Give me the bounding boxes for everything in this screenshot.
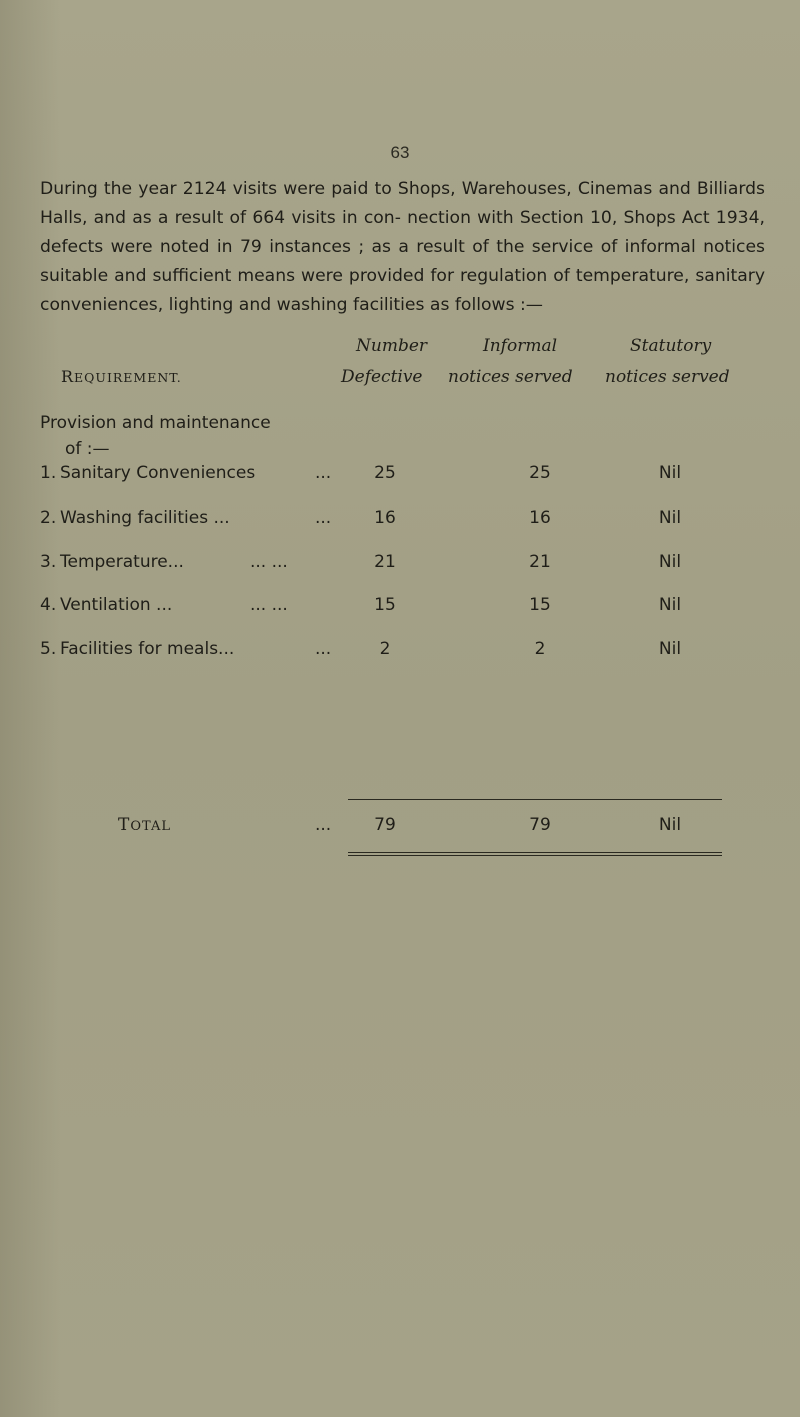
table-row xyxy=(0,463,800,493)
intro-paragraph: During the year 2124 visits were paid to Shops, Warehouses, Cinemas and Billiards Halls, and as a result of 664 visits in con- nection with Section 10, Shops Act 1934, defects were noted in 79 instances ; as a result of the service of informal notices suitable and sufficient means were provided for regulation of temperature, sanitary conveniences, lighting and washing facilities as follows :— xyxy=(40,179,765,315)
header-number-line1: Number xyxy=(356,336,428,356)
row-label: Ventilation ... xyxy=(60,595,173,615)
row-dots: ... xyxy=(315,639,332,659)
row-label: Facilities for meals... xyxy=(60,639,235,659)
row-informal: 15 xyxy=(529,595,551,615)
row-informal: 21 xyxy=(529,552,551,572)
row-statutory: Nil xyxy=(658,639,682,659)
header-statutory-line2: notices served xyxy=(605,367,730,387)
header-informal-line1: Informal xyxy=(483,336,558,356)
provision-line2: of :— xyxy=(65,439,110,459)
total-dots: ... xyxy=(315,815,332,835)
header-number-line2: Defective xyxy=(341,367,423,387)
row-defective: 21 xyxy=(374,552,396,572)
row-dots: ... xyxy=(315,463,332,483)
total-rule xyxy=(348,799,722,800)
total-informal: 79 xyxy=(529,815,551,835)
table-row xyxy=(0,552,800,582)
total-statutory: Nil xyxy=(658,815,682,835)
row-defective: 25 xyxy=(374,463,396,483)
header-statutory-line1: Statutory xyxy=(630,336,712,356)
row-dots: ... xyxy=(315,508,332,528)
table-row xyxy=(0,639,800,669)
total-label-rest: OTAL xyxy=(130,819,171,834)
row-number: 3. xyxy=(40,552,57,572)
total-label xyxy=(118,815,171,835)
row-informal: 25 xyxy=(529,463,551,483)
row-defective: 16 xyxy=(374,508,396,528)
provision-line1: Provision and maintenance xyxy=(40,413,271,433)
row-number: 5. xyxy=(40,639,57,659)
total-defective: 79 xyxy=(374,815,396,835)
row-statutory: Nil xyxy=(658,595,682,615)
row-statutory: Nil xyxy=(658,508,682,528)
page-number: 63 xyxy=(390,143,410,162)
header-requirement-initial: R xyxy=(61,367,75,386)
total-row xyxy=(0,815,800,845)
row-statutory: Nil xyxy=(658,552,682,572)
header-informal-line2: notices served xyxy=(448,367,573,387)
row-number: 2. xyxy=(40,508,57,528)
table-row xyxy=(0,595,800,625)
row-label: Sanitary Conveniences xyxy=(60,463,256,483)
row-label: Washing facilities ... xyxy=(60,508,230,528)
row-informal: 16 xyxy=(529,508,551,528)
row-defective: 15 xyxy=(374,595,396,615)
row-statutory: Nil xyxy=(658,463,682,483)
table-row xyxy=(0,508,800,538)
total-double-rule xyxy=(348,852,722,856)
row-number: 1. xyxy=(40,463,57,483)
provision-label xyxy=(40,410,271,462)
row-informal: 2 xyxy=(534,639,546,659)
row-dots: ... ... xyxy=(250,552,288,572)
row-dots: ... ... xyxy=(250,595,288,615)
header-requirement-rest: EQUIREMENT. xyxy=(74,370,182,385)
row-label: Temperature... xyxy=(60,552,184,572)
total-label-initial: T xyxy=(118,815,131,835)
row-number: 4. xyxy=(40,595,57,615)
row-defective: 2 xyxy=(379,639,391,659)
header-requirement xyxy=(61,367,182,386)
